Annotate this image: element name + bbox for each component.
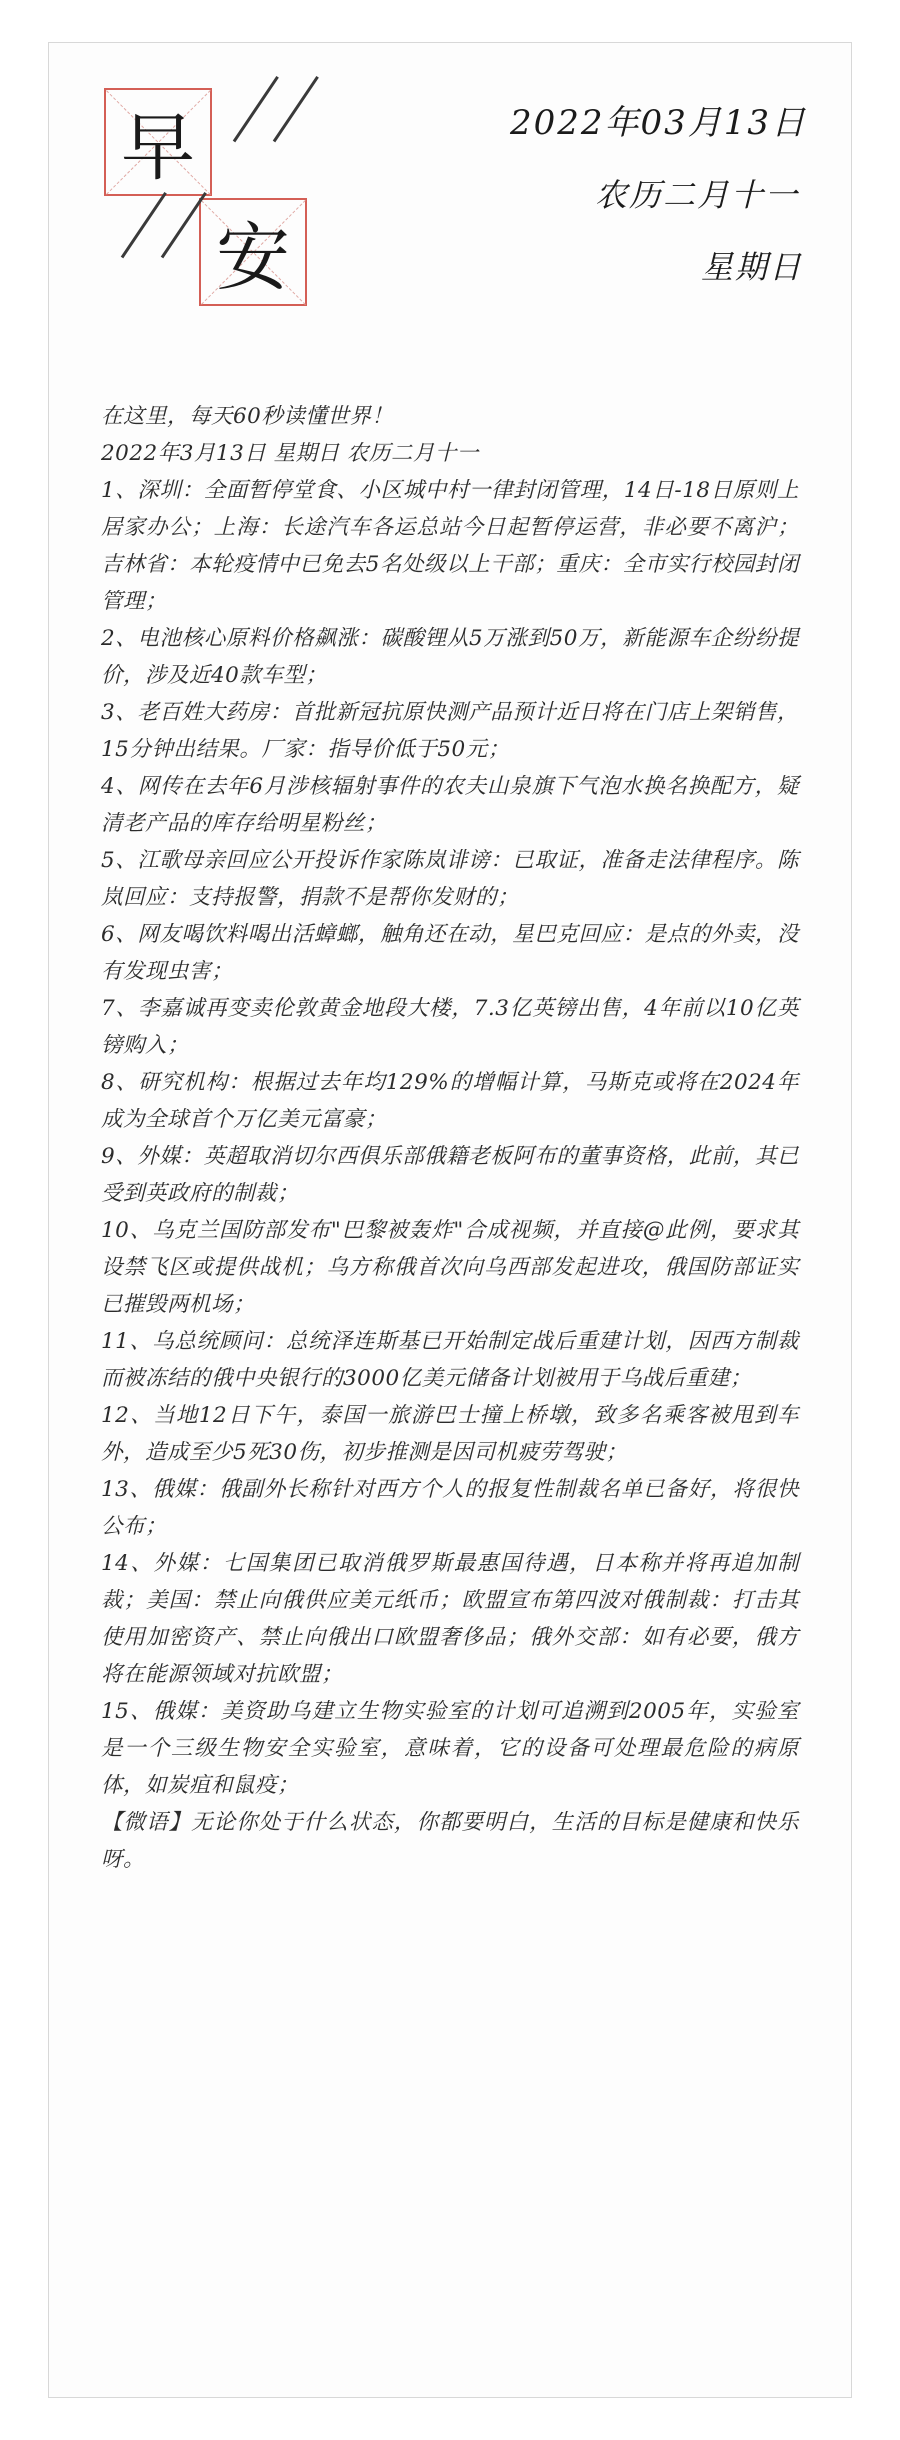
news-item: 4、网传在去年6月涉核辐射事件的农夫山泉旗下气泡水换名换配方，疑清老产品的库存给明星粉丝；: [101, 774, 799, 836]
logo-char-cell-1: [104, 88, 212, 196]
intro-line: 在这里，每天60秒读懂世界！: [101, 404, 394, 429]
date-block: [510, 95, 807, 314]
news-item: 6、网友喝饮料喝出活蟑螂，触角还在动，星巴克回应：是点的外卖，没有发现虫害；: [101, 922, 799, 984]
logo-char-an: 安: [216, 215, 290, 301]
news-item: 5、江歌母亲回应公开投诉作家陈岚诽谤：已取证，准备走法律程序。陈岚回应：支持报警，捐款不是帮你发财的；: [101, 848, 799, 910]
news-item: 10、乌克兰国防部发布"巴黎被轰炸"合成视频，并直接@此例，要求其设禁飞区或提供战机；乌方称俄首次向乌西部发起进攻，俄国防部证实已摧毁两机场；: [101, 1218, 799, 1317]
news-item: 2、电池核心原料价格飙涨：碳酸锂从5万涨到50万，新能源车企纷纷提价，涉及近40款车型；: [101, 626, 799, 688]
card-header: [49, 43, 851, 373]
daily-news-card: [48, 42, 852, 2398]
news-item: 8、研究机构：根据过去年均129%的增幅计算，马斯克或将在2024年成为全球首个万亿美元富豪；: [101, 1070, 799, 1132]
date-gregorian: 2022年03月13日: [509, 103, 807, 143]
news-item: 1、深圳：全面暂停堂食、小区城中村一律封闭管理，14日-18日原则上居家办公；上海：长途汽车各运总站今日起暂停运营，非必要不离沪；吉林省：本轮疫情中已免去5名处级以上干部；重庆：全市实行校园封闭管理；: [101, 478, 799, 614]
news-item: 15、俄媒：美资助乌建立生物实验室的计划可追溯到2005年，实验室是一个三级生物安全实验室，意味着，它的设备可处理最危险的病原体，如炭疽和鼠疫；: [101, 1699, 799, 1798]
news-item: 9、外媒：英超取消切尔西俱乐部俄籍老板阿布的董事资格，此前，其已受到英政府的制裁；: [101, 1144, 799, 1206]
logo-char-zao: 早: [121, 105, 195, 191]
news-item: 7、李嘉诚再变卖伦敦黄金地段大楼，7.3亿英镑出售，4年前以10亿英镑购入；: [101, 996, 799, 1058]
news-body: [101, 398, 799, 1878]
decor-slash-1: [233, 76, 279, 142]
date-weekday: 星期日: [700, 248, 803, 286]
closing-quote: 【微语】无论你处于什么状态，你都要明白，生活的目标是健康和快乐呀。: [101, 1810, 799, 1872]
logo-grid: [104, 88, 364, 338]
news-item: 12、当地12日下午，泰国一旅游巴士撞上桥墩，致多名乘客被甩到车外，造成至少5死30伤，初步推测是因司机疲劳驾驶；: [101, 1403, 799, 1465]
decor-slash-2: [273, 76, 319, 142]
subtitle-line: 2022年3月13日 星期日 农历二月十一: [101, 441, 479, 466]
news-item: 14、外媒：七国集团已取消俄罗斯最惠国待遇，日本称并将再追加制裁；美国：禁止向俄供应美元纸币；欧盟宣布第四波对俄制裁：打击其使用加密资产、禁止向俄出口欧盟奢侈品；俄外交部：如有必要，俄方将在能源领域对抗欧盟；: [101, 1551, 799, 1687]
decor-slash-3: [121, 192, 167, 258]
news-item: 3、老百姓大药房：首批新冠抗原快测产品预计近日将在门店上架销售，15分钟出结果。厂家：指导价低于50元；: [101, 700, 799, 762]
news-item: 11、乌总统顾问：总统泽连斯基已开始制定战后重建计划，因西方制裁而被冻结的俄中央银行的3000亿美元储备计划被用于乌战后重建；: [101, 1329, 799, 1391]
news-item: 13、俄媒：俄副外长称针对西方个人的报复性制裁名单已备好，将很快公布；: [101, 1477, 799, 1539]
date-lunar: 农历二月十一: [594, 176, 799, 214]
logo-char-cell-2: [199, 198, 307, 306]
